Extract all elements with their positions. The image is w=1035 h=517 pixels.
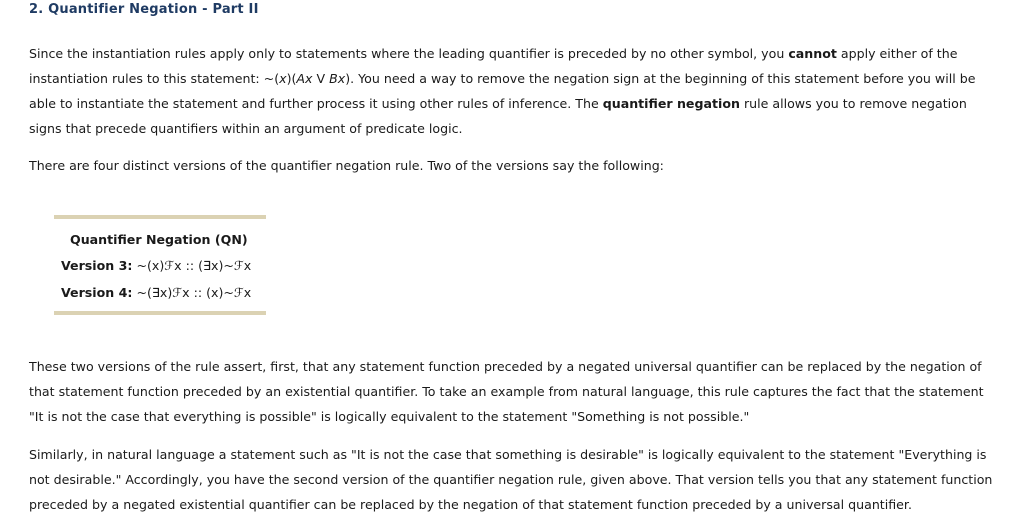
rule-version-4 xyxy=(61,285,251,300)
explanation-paragraph-1: These two versions of the rule assert, first, that any statement function preceded by a negated universal quantifier can be replaced by the negation of that statement function preceded by an existential quantifier. To take an example from natural language, this rule captures the fact that the statement "It is not the case that everything is possible" is logically equivalent to the statement "Something is not possible." xyxy=(29,359,984,424)
rule-version-3 xyxy=(61,258,251,273)
var-x: x xyxy=(279,71,287,86)
intro-paragraph xyxy=(29,41,1001,141)
version-4-formula: ~(∃x)ℱx :: (x)~ℱx xyxy=(132,285,252,300)
p1-text-1: Since the instantiation rules apply only to statements where the leading quantifier is preceded by no other symbol, you xyxy=(29,46,789,61)
version-4-label: Version 4: xyxy=(61,285,133,300)
explanation-paragraph-2: Similarly, in natural language a statement such as "It is not the case that something is desirable" is logically equivalent to the statement "Everything is not desirable." Accordingly, you have the second version of the quantifier negation rule, given above. That version tells you that any statement function preceded by a negated existential quantifier can be replaced by the negation of that statement function preceded by a universal quantifier. xyxy=(29,447,993,512)
p1-text-5: rule allows you to remove negation signs that precede quantifiers within an argument of predicate logic. xyxy=(29,96,967,136)
emphasis-cannot: cannot xyxy=(788,46,837,61)
p1-text-2: apply either of the instantiation rules to this statement: ~( xyxy=(29,46,958,86)
rule-title: Quantifier Negation (QN) xyxy=(70,232,248,247)
version-3-formula: ~(x)ℱx :: (∃x)~ℱx xyxy=(132,258,252,273)
version-3-label: Version 3: xyxy=(61,258,133,273)
section-title: 2. Quantifier Negation - Part II xyxy=(29,2,259,17)
p1-text-3: )( xyxy=(286,71,297,86)
versions-intro-paragraph: There are four distinct versions of the quantifier negation rule. Two of the versions say the following: xyxy=(29,158,664,173)
or-symbol: V xyxy=(312,71,330,86)
predicate-bx: Bx xyxy=(329,71,346,86)
rule-box xyxy=(54,215,266,315)
predicate-ax: Ax xyxy=(296,71,313,86)
emphasis-quantifier-negation: quantifier negation xyxy=(602,96,740,111)
p1-text-4: ). You need a way to remove the negation sign at the beginning of this statement before you will be able to instantiate the statement and further process it using other rules of inference. The xyxy=(29,71,976,111)
